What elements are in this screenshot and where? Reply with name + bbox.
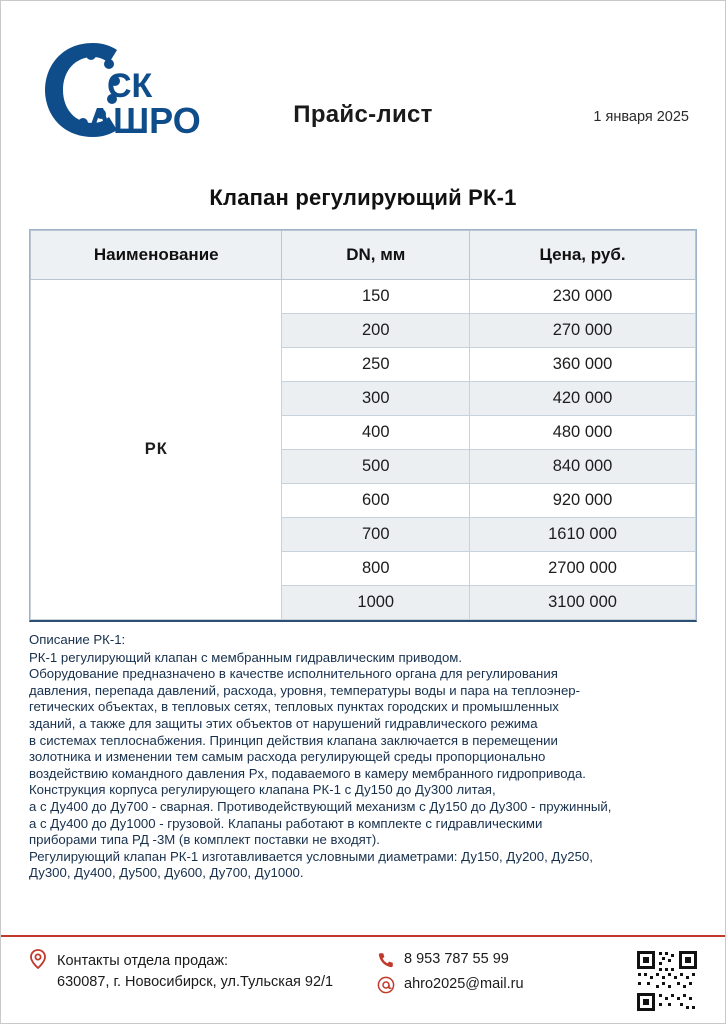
price-table-body: [31, 280, 696, 620]
description-line: приборами типа РД -3М (в комплект поставки не входят).: [29, 832, 380, 848]
phone-icon: [377, 951, 395, 969]
cell-price: 420 000: [470, 382, 696, 416]
cell-dn: 500: [282, 450, 470, 484]
cell-dn: 300: [282, 382, 470, 416]
description-line: в системах теплоснабжения. Принцип действия клапана заключается в перемещении: [29, 732, 558, 748]
description-line: а с Ду400 до Ду1000 - грузовой. Клапаны работают в комплекте с гидравлическими: [29, 815, 543, 831]
logo-text-top: СК: [107, 67, 153, 105]
cell-price: 2700 000: [470, 552, 696, 586]
product-name-cell: РК: [31, 280, 282, 620]
description-line: зданий, а также для защиты этих объектов от нарушений гидравлического режима: [29, 715, 538, 731]
contacts-address-block: [29, 949, 359, 993]
description-heading: Описание РК-1:: [29, 632, 126, 647]
contacts-address: 630087, г. Новосибирск, ул.Тульская 92/1: [57, 974, 334, 990]
cell-dn: 1000: [282, 586, 470, 620]
column-header-name: Наименование: [31, 231, 282, 280]
column-header-price: Цена, руб.: [470, 231, 696, 280]
cell-price: 360 000: [470, 348, 696, 382]
cell-price: 270 000: [470, 314, 696, 348]
description-lines: [29, 650, 697, 882]
cell-dn: 700: [282, 518, 470, 552]
description-line: золотника и изменении тем самым расхода регулирующей среды пропорционально: [29, 749, 546, 765]
description-line: Конструкция корпуса регулирующего клапана РК-1 с Ду150 до Ду300 литая,: [29, 782, 496, 798]
cell-dn: 200: [282, 314, 470, 348]
table-header-row: [31, 231, 696, 280]
cell-dn: 250: [282, 348, 470, 382]
cell-price: 920 000: [470, 484, 696, 518]
qr-code: [635, 949, 699, 1013]
description-line: давления, перепада давлений, расхода, уровня, температуры воды и пара на теплоэнер-: [29, 682, 581, 698]
cell-price: 840 000: [470, 450, 696, 484]
contacts-title: Контакты отдела продаж:: [57, 953, 229, 969]
logo-text-bottom: АШРО: [87, 100, 201, 141]
cell-dn: 800: [282, 552, 470, 586]
document-date: 1 января 2025: [593, 109, 689, 125]
email-address: ahro2025@mail.ru: [404, 976, 524, 992]
cell-price: 3100 000: [470, 586, 696, 620]
cell-dn: 150: [282, 280, 470, 314]
document-title: Прайс-лист: [293, 101, 433, 128]
description-line: Оборудование предназначено в качестве исполнительного органа для регулирования: [29, 666, 558, 682]
description-line: а с Ду400 до Ду700 - сварная. Противодействующий механизм с Ду150 до Ду300 - пружинный,: [29, 798, 612, 814]
cell-dn: 600: [282, 484, 470, 518]
description-line: Регулирующий клапан РК-1 изготавливается условными диаметрами: Ду150, Ду200, Ду250,: [29, 848, 593, 864]
description-line: гетических объектах, в тепловых сетях, тепловых пунктах городских и промышленных: [29, 699, 559, 715]
description-block: [29, 632, 697, 882]
description-line: РК-1 регулирующий клапан с мембранным гидравлическим приводом.: [29, 649, 463, 665]
cell-price: 480 000: [470, 416, 696, 450]
page-footer: [1, 935, 725, 1023]
cell-price: 230 000: [470, 280, 696, 314]
email-icon: [377, 976, 395, 994]
page-header: [1, 1, 725, 161]
location-pin-icon: [29, 949, 47, 967]
column-header-dn: DN, мм: [282, 231, 470, 280]
table-row: [31, 280, 696, 314]
phone-number: 8 953 787 55 99: [404, 951, 509, 967]
cell-dn: 400: [282, 416, 470, 450]
price-table-wrapper: [29, 229, 697, 622]
price-table: [30, 230, 696, 620]
description-line: Ду300, Ду400, Ду500, Ду600, Ду700, Ду1000.: [29, 865, 304, 881]
cell-price: 1610 000: [470, 518, 696, 552]
product-title: Клапан регулирующий РК-1: [209, 185, 517, 210]
description-line: воздействию командного давления Рх, подаваемого в камеру мембранного гидропривода.: [29, 765, 586, 781]
